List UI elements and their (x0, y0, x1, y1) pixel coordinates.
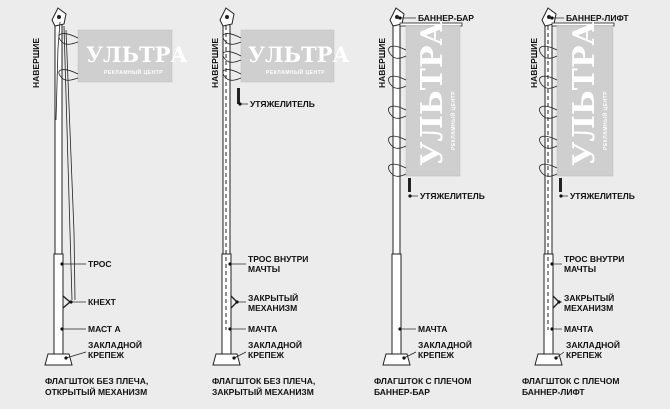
anchor-label: КРЕПЕЖ (88, 350, 124, 360)
caption: БАННЕР-ЛИФТ (522, 387, 585, 397)
mechanism-label: МЕХАНИЗМ (248, 303, 298, 313)
anchor-label: ЗАКЛАДНОЙ (88, 340, 142, 350)
banner-logo-subtitle: РЕКЛАМНЫЙ ЦЕНТР (603, 91, 609, 150)
caption: ЗАКРЫТЫЙ МЕХАНИЗМ (212, 387, 314, 397)
cleat-label: КНЕХТ (88, 297, 116, 307)
variant-2-no-arm-closed-mechanism (210, 8, 349, 397)
internal-rope-label: ТРОС ВНУТРИ (564, 254, 625, 264)
anchor-base (383, 354, 410, 365)
anchor-base (45, 354, 72, 365)
caption: ФЛАГШТОК С ПЛЕЧОМ (522, 376, 620, 386)
banner-bar-label: БАННЕР-БАР (418, 13, 474, 23)
mast-lower (544, 254, 553, 354)
mechanism-label: МЕХАНИЗМ (564, 303, 614, 313)
banner-lift-label: БАННЕР-ЛИФТ (566, 13, 629, 23)
variant-3-banner-bar (374, 8, 485, 397)
caption: ФЛАГШТОК БЕЗ ПЛЕЧА, (212, 376, 316, 386)
internal-rope-label: ТРОС ВНУТРИ (248, 254, 309, 264)
caption: БАННЕР-БАР (374, 387, 430, 397)
flag-logo-subtitle: РЕКЛАМНЫЙ ЦЕНТР (266, 70, 325, 76)
variant-1-no-arm-open-mechanism (31, 8, 187, 397)
mast-lower (222, 254, 231, 354)
mast-label: МАЧТА (248, 324, 278, 334)
mast-upper (55, 22, 62, 254)
finial-label: НАВЕРШИЕ (377, 37, 387, 88)
mechanism-label: ЗАКРЫТЫЙ (564, 293, 615, 303)
variant-4-banner-lift (522, 8, 635, 397)
internal-rope-label: МАЧТЫ (564, 264, 597, 274)
mast-lower (54, 254, 63, 354)
finial-icon (220, 8, 234, 26)
mast-label: МАЧТА (564, 324, 594, 334)
banner-logo-text: УЛЬТРА (567, 21, 602, 166)
weight-icon (559, 178, 562, 192)
anchor-label: ЗАКЛАДНОЙ (418, 340, 472, 350)
weight-label: УТЯЖЕЛИТЕЛЬ (570, 191, 635, 201)
caption: ФЛАГШТОК С ПЛЕЧОМ (374, 376, 472, 386)
cleat-icon (63, 296, 70, 308)
finial-icon (52, 8, 66, 26)
weight-label: УТЯЖЕЛИТЕЛЬ (250, 99, 315, 109)
finial-label: НАВЕРШИЕ (210, 37, 220, 88)
internal-rope-label: МАЧТЫ (248, 264, 281, 274)
anchor-base (213, 354, 240, 365)
anchor-label: ЗАКЛАДНОЙ (566, 340, 620, 350)
caption: ОТКРЫТЫЙ МЕХАНИЗМ (45, 387, 148, 397)
finial-label: НАВЕРШИЕ (31, 37, 41, 88)
banner-logo-text: УЛЬТРА (415, 21, 450, 166)
finial-label: НАВЕРШИЕ (529, 37, 539, 88)
flag-logo-subtitle: РЕКЛАМНЫЙ ЦЕНТР (104, 70, 163, 76)
mechanism-label: ЗАКРЫТЫЙ (248, 293, 299, 303)
flag-logo-text: УЛЬТРА (248, 42, 350, 67)
rope (64, 26, 72, 300)
anchor-label: КРЕПЕЖ (418, 350, 454, 360)
mast-label: МАСТ А (88, 324, 121, 334)
weight-icon (408, 178, 411, 192)
flag-logo-text: УЛЬТРА (86, 42, 188, 67)
anchor-label: КРЕПЕЖ (566, 350, 602, 360)
weight-icon (237, 88, 240, 104)
anchor-base (535, 354, 562, 365)
anchor-label: КРЕПЕЖ (248, 350, 284, 360)
mast-upper (393, 22, 400, 254)
mast-label: МАЧТА (418, 324, 448, 334)
weight-label: УТЯЖЕЛИТЕЛЬ (420, 191, 485, 201)
anchor-label: ЗАКЛАДНОЙ (248, 340, 302, 350)
banner-logo-subtitle: РЕКЛАМНЫЙ ЦЕНТР (451, 91, 457, 150)
mast-lower (392, 254, 401, 354)
rope-label: ТРОС (88, 259, 112, 269)
caption: ФЛАГШТОК БЕЗ ПЛЕЧА, (45, 376, 149, 386)
